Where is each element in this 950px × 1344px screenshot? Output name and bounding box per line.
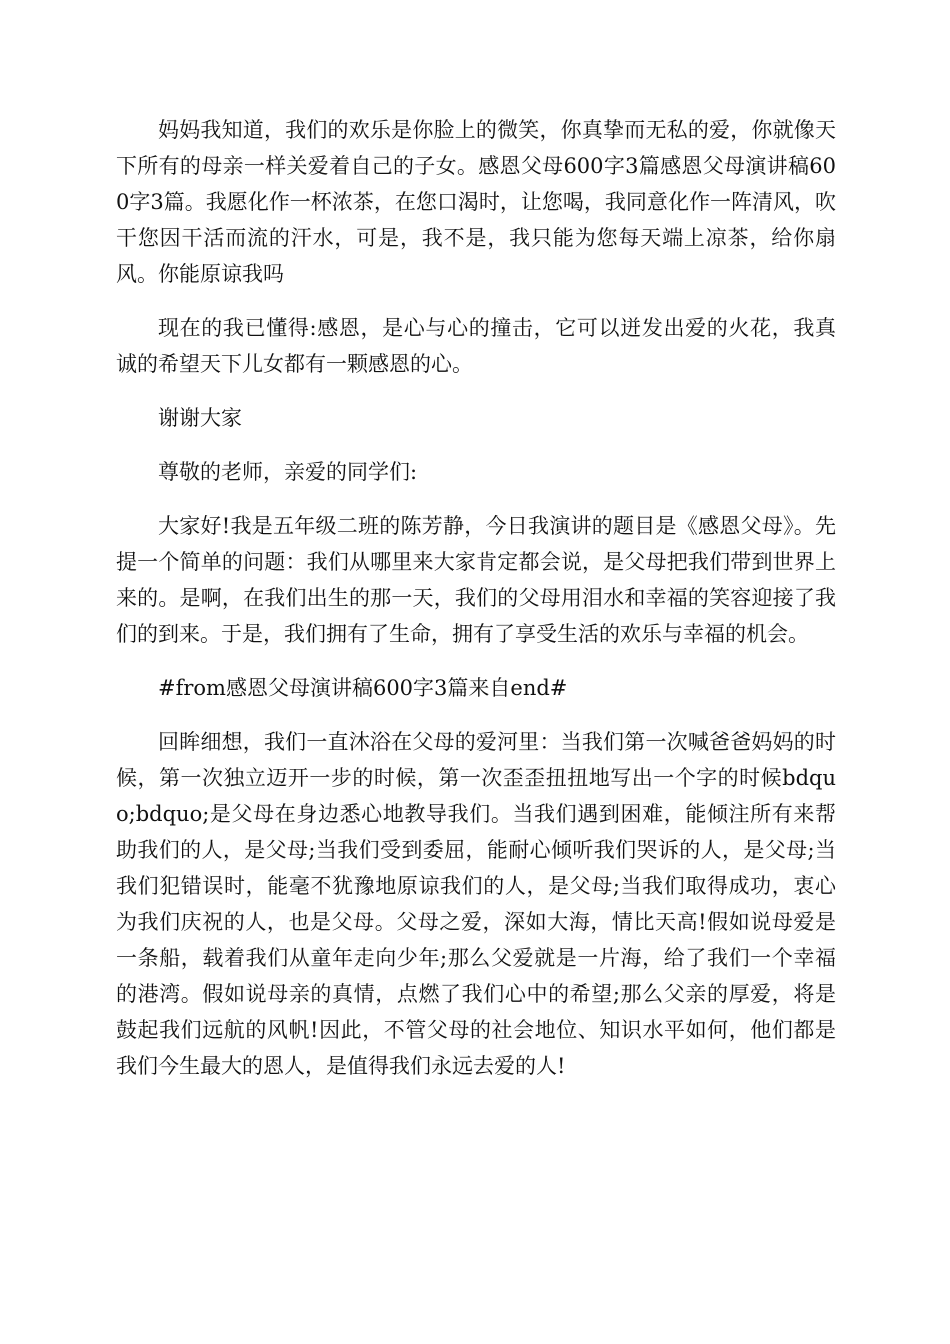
paragraph-gratitude-meaning: 现在的我已懂得:感恩，是心与心的撞击，它可以迸发出爱的火花，我真诚的希望天下儿女都有一颗感恩的心。 bbox=[116, 316, 836, 376]
paragraph-source-note: #from感恩父母演讲稿600字3篇来自end# bbox=[158, 676, 568, 700]
paragraph-introduction: 大家好!我是五年级二班的陈芳静，今日我演讲的题目是《感恩父母》。先提一个简单的问题：我们从哪里来大家肯定都会说，是父母把我们带到世界上来的。是啊，在我们出生的那一天，我们的父母用泪水和幸福的笑容迎接了我们的到来。于是，我们拥有了生命，拥有了享受生活的欢乐与幸福的机会。 bbox=[116, 514, 836, 646]
paragraph-thanks: 谢谢大家 bbox=[158, 406, 242, 430]
paragraph-mother-love: 妈妈我知道，我们的欢乐是你脸上的微笑，你真挚而无私的爱，你就像天下所有的母亲一样关爱着自己的子女。感恩父母600字3篇感恩父母演讲稿600字3篇。我愿化作一杯浓茶，在您口渴时，让您喝，我同意化作一阵清风，吹干您因干活而流的汗水，可是，我不是，我只能为您每天端上凉茶，给你扇风。你能原谅我吗 bbox=[116, 118, 836, 286]
paragraph-parents-love: 回眸细想，我们一直沐浴在父母的爱河里：当我们第一次喊爸爸妈妈的时候，第一次独立迈开一步的时候，第一次歪歪扭扭地写出一个字的时候bdquo;bdquo;是父母在身边悉心地教导我们。当我们遇到困难，能倾注所有来帮助我们的人，是父母;当我们受到委屈，能耐心倾听我们哭诉的人，是父母;当我们犯错误时，能毫不犹豫地原谅我们的人，是父母;当我们取得成功，衷心为我们庆祝的人，也是父母。父母之爱，深如大海，情比天高!假如说母爱是一条船，载着我们从童年走向少年;那么父爱就是一片海，给了我们一个幸福的港湾。假如说母亲的真情，点燃了我们心中的希望;那么父亲的厚爱，将是鼓起我们远航的风帆!因此，不管父母的社会地位、知识水平如何，他们都是我们今生最大的恩人，是值得我们永远去爱的人! bbox=[116, 730, 836, 1078]
paragraph-salutation: 尊敬的老师，亲爱的同学们: bbox=[158, 460, 418, 484]
document-page bbox=[116, 112, 836, 1084]
